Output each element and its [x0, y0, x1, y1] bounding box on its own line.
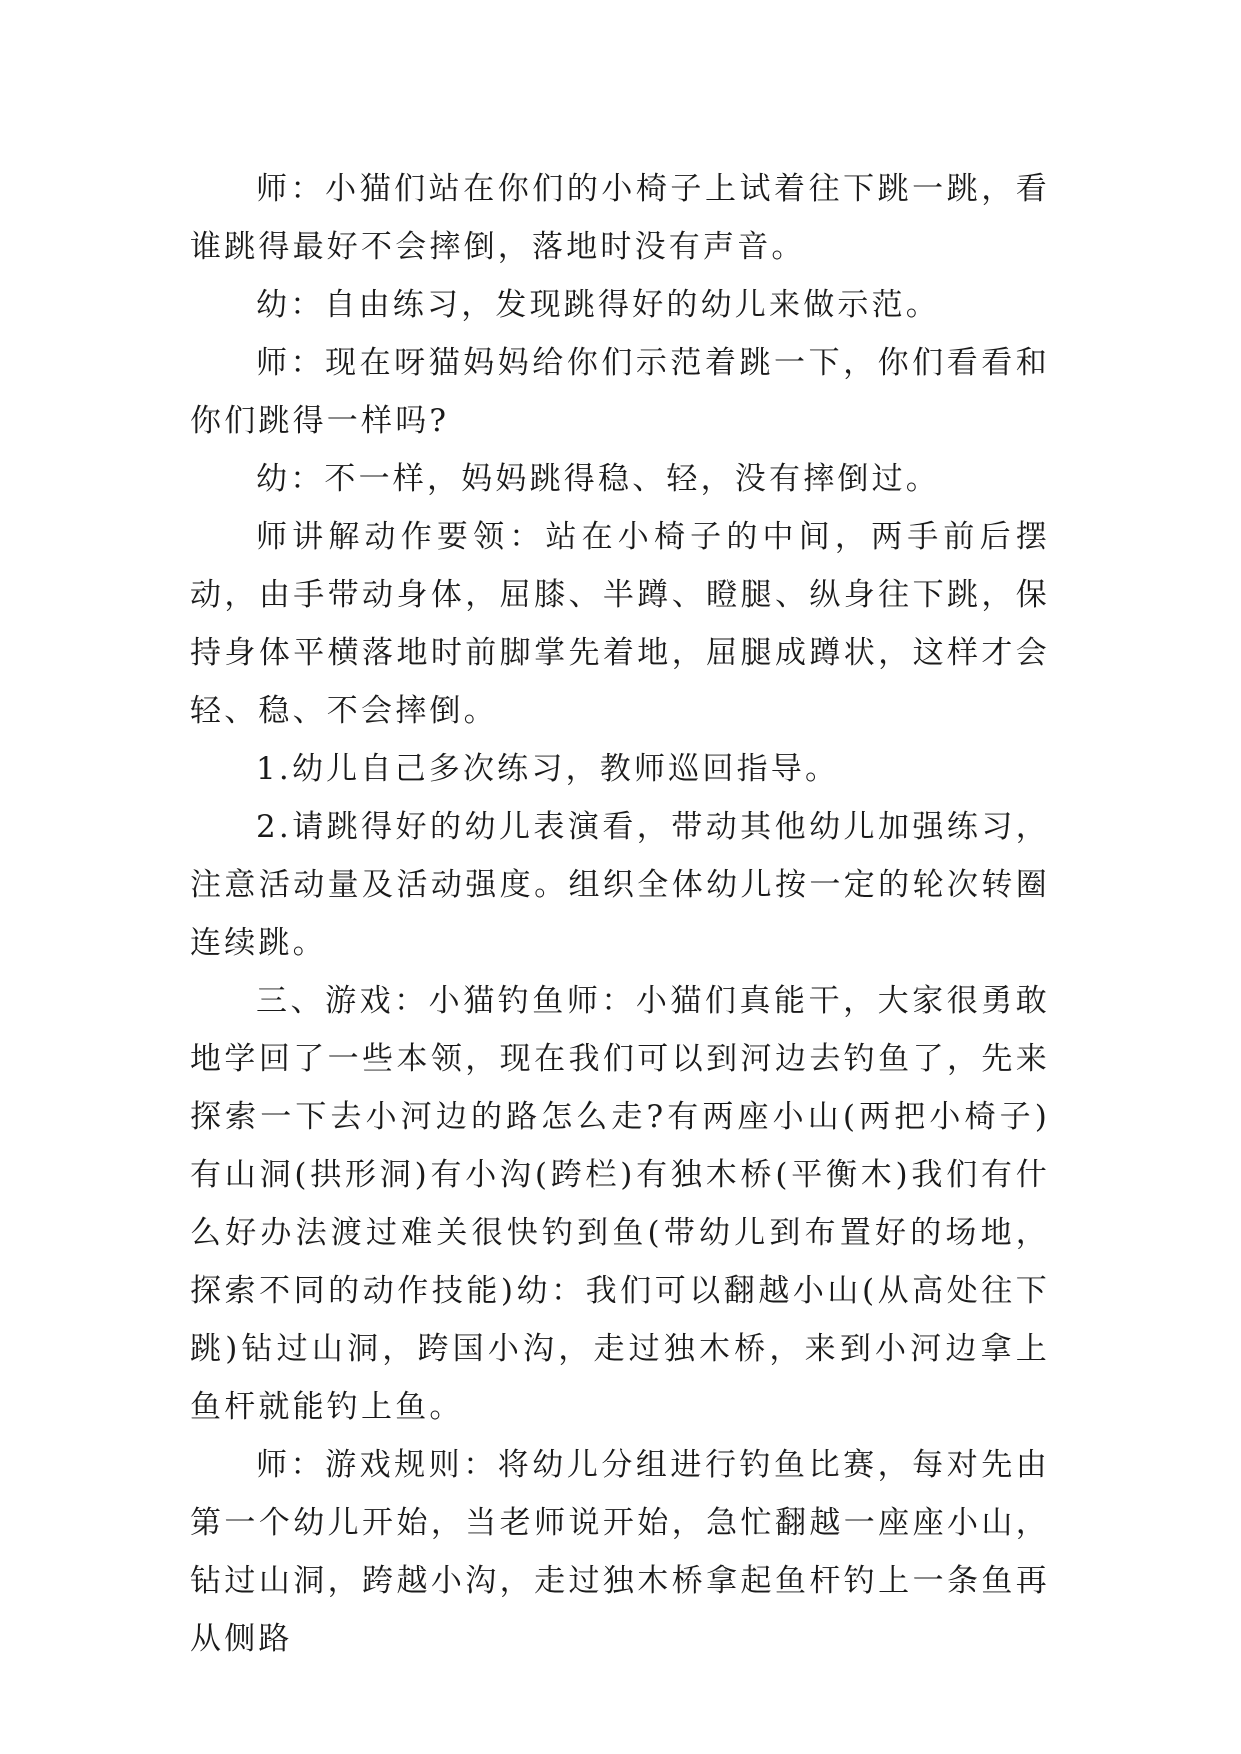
paragraph-step-1: 1.幼儿自己多次练习，教师巡回指导。: [256, 751, 840, 787]
paragraph-child-free-practice: 幼：自由练习，发现跳得好的幼儿来做示范。: [256, 287, 940, 323]
paragraph-teacher-jump-instruction: 师：小猫们站在你们的小椅子上试着往下跳一跳，看谁跳得最好不会摔倒，落地时没有声音。: [190, 171, 1050, 265]
paragraph-action-essentials: 师讲解动作要领：站在小椅子的中间，两手前后摆动，由手带动身体，屈膝、半蹲、瞪腿、纵身往下跳，保持身体平横落地时前脚掌先着地，屈腿成蹲状，这样才会轻、稳、不会摔倒。: [190, 519, 1050, 729]
paragraph-step-2: 2.请跳得好的幼儿表演看，带动其他幼儿加强练习，注意活动量及活动强度。组织全体幼儿按一定的轮次转圈连续跳。: [190, 809, 1050, 961]
document-body: [190, 160, 1050, 1668]
paragraph-game-rules: 师：游戏规则：将幼儿分组进行钓鱼比赛，每对先由第一个幼儿开始，当老师说开始，急忙翻越一座座小山，钻过山洞，跨越小沟，走过独木桥拿起鱼杆钓上一条鱼再从侧路: [190, 1447, 1050, 1657]
paragraph-child-response: 幼：不一样，妈妈跳得稳、轻，没有摔倒过。: [256, 461, 940, 497]
paragraph-game-kitten-fishing: 三、游戏：小猫钓鱼师：小猫们真能干，大家很勇敢地学回了一些本领，现在我们可以到河边去钓鱼了，先来探索一下去小河边的路怎么走?有两座小山(两把小椅子)有山洞(拱形洞)有小沟(跨栏)有独木桥(平衡木)我们有什么好办法渡过难关很快钓到鱼(带幼儿到布置好的场地，探索不同的动作技能)幼：我们可以翻越小山(从高处往下跳)钻过山洞，跨国小沟，走过独木桥，来到小河边拿上鱼杆就能钓上鱼。: [190, 983, 1050, 1425]
paragraph-teacher-demonstration: 师：现在呀猫妈妈给你们示范着跳一下，你们看看和你们跳得一样吗?: [190, 345, 1050, 439]
